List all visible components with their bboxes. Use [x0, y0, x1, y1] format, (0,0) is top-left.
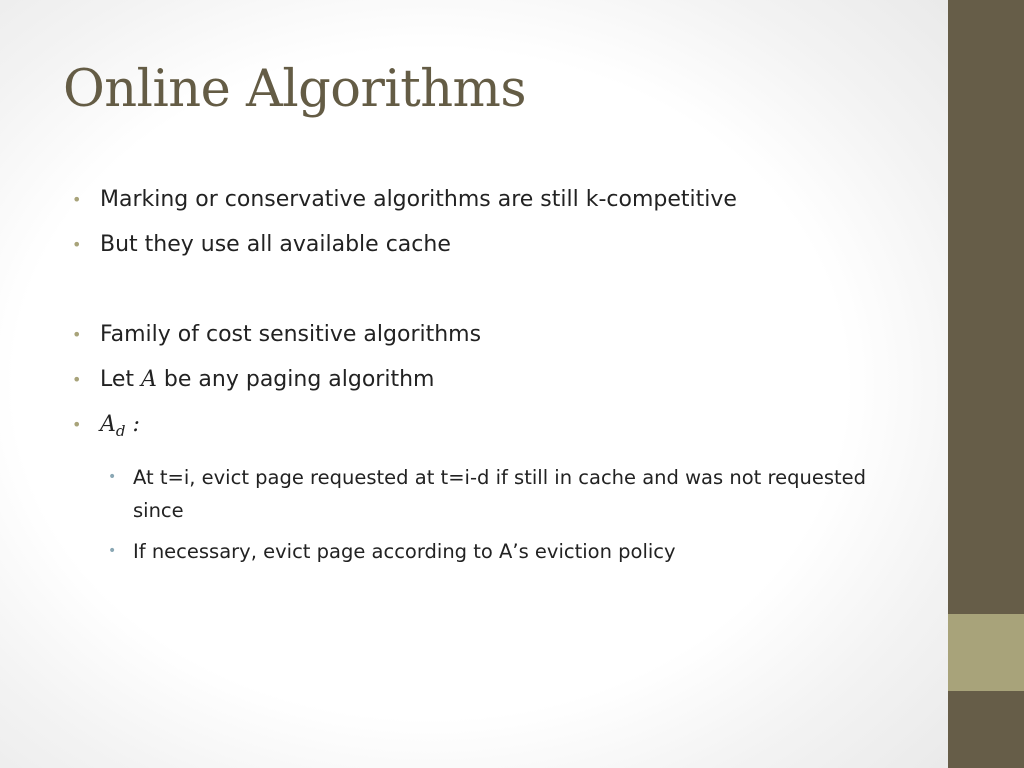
bullet-text: Marking or conservative algorithms are still k-competitive: [100, 187, 737, 212]
bullet-icon: •: [72, 190, 82, 209]
math-variable-ad: [100, 412, 126, 440]
bullet-icon: •: [72, 235, 82, 254]
math-var: A: [100, 412, 116, 437]
bullet-item-let: [72, 365, 872, 395]
sub-bullet-icon: •: [108, 543, 117, 559]
slide-title: Online Algorithms: [63, 60, 527, 119]
math-colon: :: [132, 412, 140, 437]
let-prefix: Let: [100, 367, 135, 392]
math-subscript: d: [115, 422, 126, 440]
sub-bullet-text: At t=i, evict page requested at t=i-d if still in cache and was not requested since: [133, 466, 867, 522]
bullet-item-ad: [72, 410, 872, 446]
bullet-text: Family of cost sensitive algorithms: [100, 322, 482, 347]
bullet-item: [72, 230, 872, 260]
bullet-spacer: [72, 275, 872, 320]
sidebar-accent-block: [948, 614, 1024, 691]
math-variable-a: A: [141, 367, 157, 392]
sub-bullet-icon: •: [108, 469, 117, 485]
bullet-icon: •: [72, 415, 82, 434]
bullet-text: But they use all available cache: [100, 232, 451, 257]
slide-body: [72, 185, 872, 576]
sub-bullet-text: If necessary, evict page according to A’s eviction policy: [133, 540, 676, 563]
sub-bullet-item: [108, 461, 872, 527]
sub-bullet-item: [108, 535, 872, 568]
bullet-item: [72, 185, 872, 215]
bullet-icon: •: [72, 325, 82, 344]
bullet-item: [72, 320, 872, 350]
bullet-icon: •: [72, 370, 82, 389]
let-suffix: be any paging algorithm: [163, 367, 435, 392]
